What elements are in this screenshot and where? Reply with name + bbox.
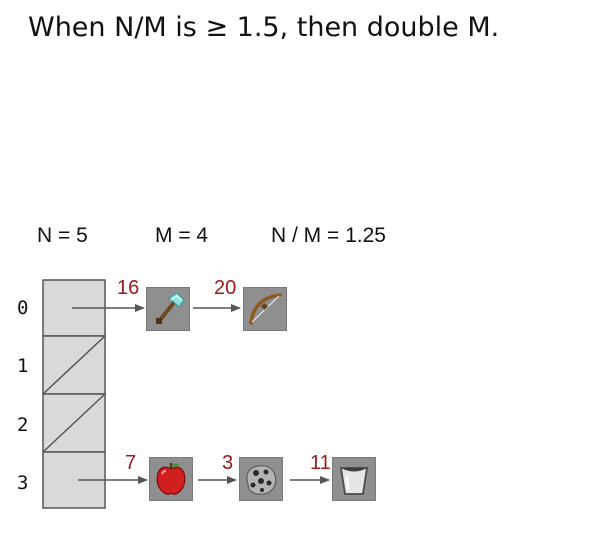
coal-ore-icon <box>239 457 283 501</box>
bucket-icon <box>332 457 376 501</box>
bucket-index-2: 2 <box>17 414 29 436</box>
bucket-index-1: 1 <box>17 355 29 377</box>
m-count-label: M = 4 <box>155 224 209 247</box>
entry-key-16: 16 <box>117 277 140 299</box>
bow-icon <box>243 287 287 331</box>
bucket-index-0: 0 <box>17 297 29 319</box>
apple-icon <box>149 457 193 501</box>
n-count-label: N = 5 <box>37 224 88 247</box>
entry-key-3: 3 <box>222 452 234 474</box>
load-factor-label: N / M = 1.25 <box>271 224 386 247</box>
page-title: When N/M is ≥ 1.5, then double M. <box>28 12 500 43</box>
bucket-index-3: 3 <box>17 472 29 494</box>
entry-key-11: 11 <box>310 452 331 474</box>
entry-key-20: 20 <box>214 277 237 299</box>
entry-key-7: 7 <box>125 452 137 474</box>
diamond-axe-icon <box>146 287 190 331</box>
